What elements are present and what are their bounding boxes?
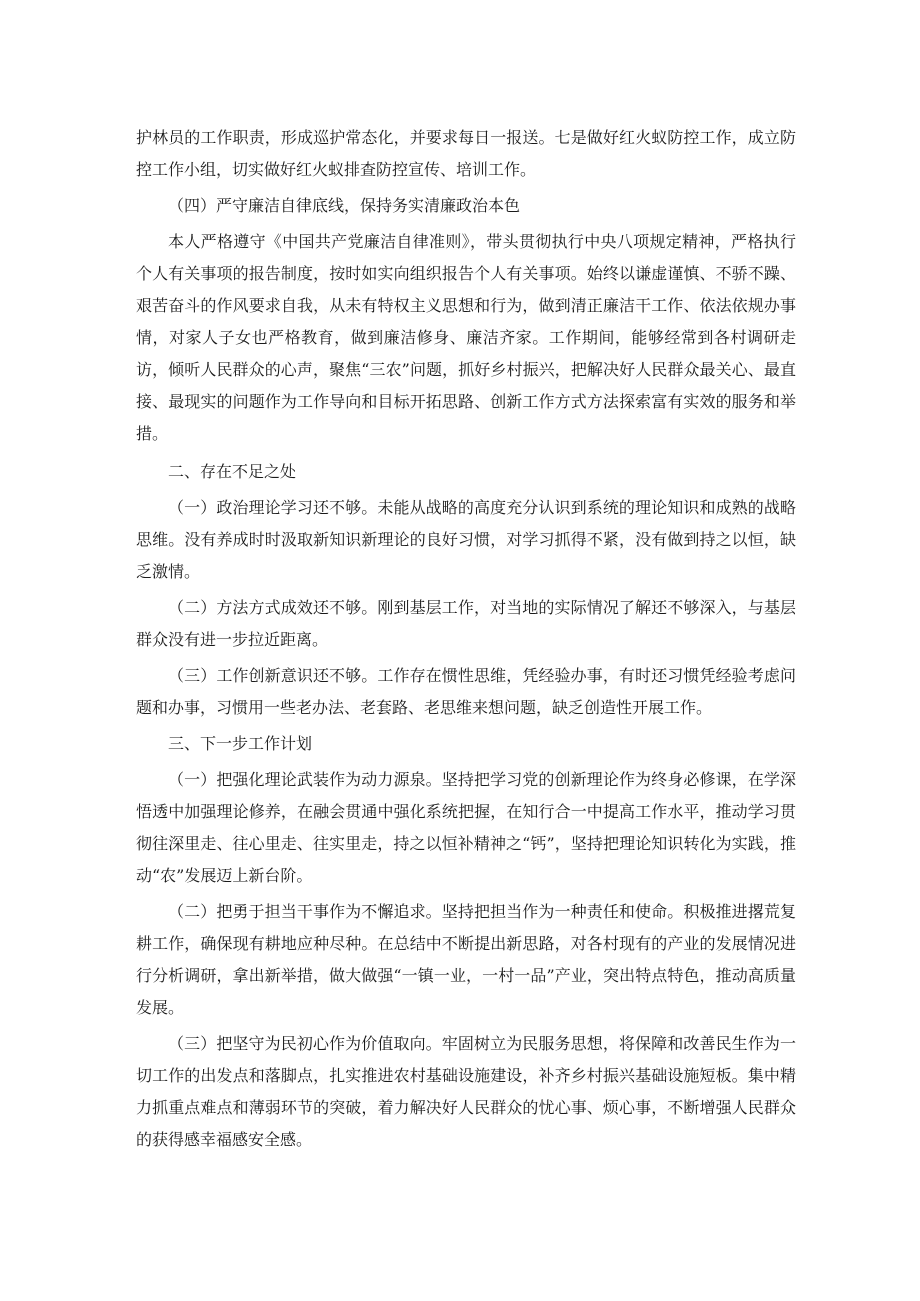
paragraph-integrity: 本人严格遵守《中国共产党廉洁自律准则》，带头贯彻执行中央八项规定精神，严格执行个人有关事项的报告制度，按时如实向组织报告个人有关事项。始终以谦虚谨慎、不骄不躁、艰苦奋斗的作风要求自我，从未有特权主义思想和行为，做到清正廉洁干工作、依法依规办事情，对家人子女也严格教育，做到廉洁修身、廉洁齐家。工作期间，能够经常到各村调研走访，倾听人民群众的心声，聚焦“三农”问题，抓好乡村振兴，把解决好人民群众最关心、最直接、最现实的问题作为工作导向和目标开拓思路、创新工作方式方法探索富有实效的服务和举措。 — [136, 232, 796, 443]
heading-shortcomings: 二、存在不足之处 — [168, 462, 297, 481]
paragraph-plan-3: （三）把坚守为民初心作为价值取向。牢固树立为民服务思想，将保障和改善民生作为一切工作的出发点和落脚点，扎实推进农村基础设施建设，补齐乡村振兴基础设施短板。集中精力抓重点难点和薄弱环节的突破，着力解决好人民群众的忧心事、烦心事，不断增强人民群众的获得感幸福感安全感。 — [136, 1034, 796, 1149]
heading-section-4: （四）严守廉洁自律底线，保持务实清廉政治本色 — [168, 196, 521, 215]
paragraph-plan-2: （二）把勇于担当干事作为不懈追求。坚持把担当作为一种责任和使命。积极推进撂荒复耕工作，确保现有耕地应种尽种。在总结中不断提出新思路，对各村现有的产业的发展情况进行分析调研，拿出新举措，做大做强“一镇一业，一村一品”产业，突出特点特色，推动高质量发展。 — [136, 902, 796, 1017]
document-page — [136, 122, 796, 1156]
paragraph-shortcoming-2: （二）方法方式成效还不够。刚到基层工作，对当地的实际情况了解还不够深入，与基层群众没有进一步拉近距离。 — [136, 598, 796, 649]
paragraph-forest-ranger-duties: 护林员的工作职责，形成巡护常态化，并要求每日一报送。七是做好红火蚁防控工作，成立防控工作小组，切实做好红火蚁排查防控宣传、培训工作。 — [136, 128, 796, 179]
paragraph-plan-1: （一）把强化理论武装作为动力源泉。坚持把学习党的创新理论作为终身必修课，在学深悟透中加强理论修养，在融会贯通中强化系统把握，在知行合一中提高工作水平，推动学习贯彻往深里走、往心里走、往实里走，持之以恒补精神之“钙”，坚持把理论知识转化为实践，推动“农”发展迈上新台阶。 — [136, 770, 796, 885]
paragraph-shortcoming-1: （一）政治理论学习还不够。未能从战略的高度充分认识到系统的理论知识和成熟的战略思维。没有养成时时汲取新知识新理论的良好习惯，对学习抓得不紧，没有做到持之以恒，缺乏激情。 — [136, 498, 796, 581]
paragraph-shortcoming-3: （三）工作创新意识还不够。工作存在惯性思维，凭经验办事，有时还习惯凭经验考虑问题和办事，习惯用一些老办法、老套路、老思维来想问题，缺乏创造性开展工作。 — [136, 666, 796, 717]
heading-next-steps: 三、下一步工作计划 — [168, 734, 313, 753]
